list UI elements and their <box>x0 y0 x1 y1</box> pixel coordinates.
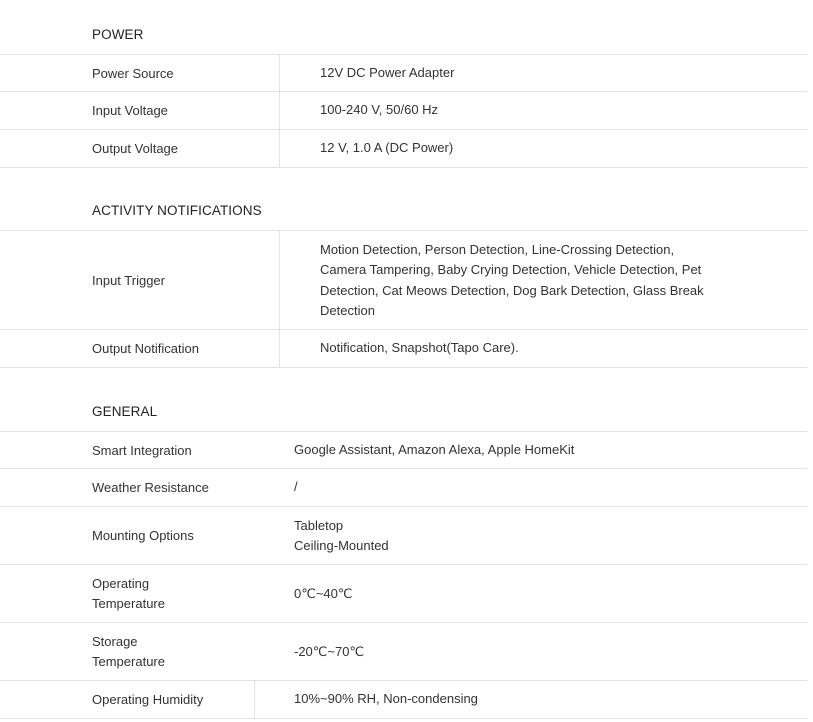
spec-value-line: Detection, Cat Meows Detection, Dog Bark Detection, Glass Break <box>320 282 704 298</box>
spec-row-weather-resistance <box>0 468 807 506</box>
spec-value: 0℃~40℃ <box>294 585 353 601</box>
spec-label: Input Voltage <box>92 102 168 118</box>
column-divider <box>279 130 280 167</box>
spec-row-operating-humidity <box>0 680 807 719</box>
spec-value-line: Ceiling-Mounted <box>294 538 389 553</box>
spec-row-input-trigger <box>0 230 807 330</box>
spec-value: / <box>294 479 298 495</box>
spec-value: Notification, Snapshot(Tapo Care). <box>320 340 519 356</box>
column-divider <box>254 681 255 718</box>
spec-value: 100-240 V, 50/60 Hz <box>320 102 439 118</box>
spec-label: Mounting Options <box>92 528 194 543</box>
spec-label: Weather Resistance <box>92 479 209 495</box>
spec-row-power-source <box>0 54 807 92</box>
spec-value: Google Assistant, Amazon Alexa, Apple HomeKit <box>294 442 575 458</box>
spec-value: 10%~90% RH, Non-condensing <box>294 691 478 707</box>
spec-label: Output Notification <box>92 340 199 356</box>
section-title-activity-notifications: ACTIVITY NOTIFICATIONS <box>92 203 262 218</box>
spec-label: Power Source <box>92 65 174 81</box>
spec-label-line: Storage <box>92 634 138 649</box>
spec-value: 12V DC Power Adapter <box>320 65 455 81</box>
column-divider <box>279 231 280 330</box>
spec-label: Input Trigger <box>92 272 165 288</box>
spec-value-line: Detection <box>320 303 375 318</box>
spec-value: 12 V, 1.0 A (DC Power) <box>320 140 454 156</box>
spec-label: Output Voltage <box>92 140 179 156</box>
column-divider <box>279 55 280 92</box>
spec-label <box>92 623 165 681</box>
spec-value: -20℃~70℃ <box>294 643 365 659</box>
section-title-general: GENERAL <box>92 404 158 419</box>
spec-label-line: Temperature <box>92 654 165 669</box>
spec-row-mounting-options <box>0 506 807 565</box>
spec-label: Smart Integration <box>92 442 192 458</box>
spec-label: Operating Humidity <box>92 691 204 707</box>
spec-row-storage-temperature <box>0 622 807 681</box>
column-divider <box>279 92 280 129</box>
spec-value <box>320 231 704 330</box>
spec-row-output-notification <box>0 329 807 368</box>
spec-row-operating-temperature <box>0 564 807 623</box>
spec-label-line: Operating <box>92 576 150 591</box>
spec-value-line: Motion Detection, Person Detection, Line-Crossing Detection, <box>320 241 675 257</box>
spec-value <box>294 507 389 565</box>
spec-value-line: Tabletop <box>294 517 344 533</box>
spec-row-input-voltage <box>0 91 807 129</box>
spec-value-line: Camera Tampering, Baby Crying Detection, Vehicle Detection, Pet <box>320 262 702 277</box>
spec-row-smart-integration <box>0 431 807 469</box>
spec-label-line: Temperature <box>92 596 165 611</box>
spec-label <box>92 565 165 623</box>
column-divider <box>279 330 280 367</box>
section-title-power: POWER <box>92 27 144 42</box>
spec-row-output-voltage <box>0 129 807 168</box>
